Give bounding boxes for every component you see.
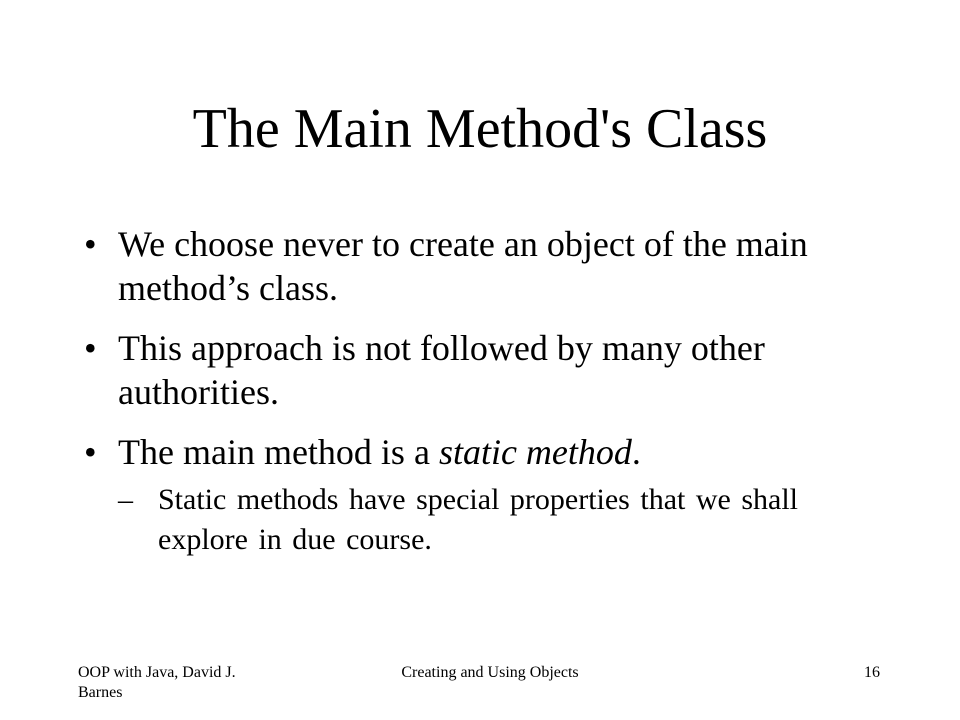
footer-author: OOP with Java, David J. Barnes (78, 664, 236, 701)
sub-bullet-list (118, 480, 874, 560)
bullet-text: This approach is not followed by many other authorities. (118, 328, 765, 412)
bullet-marker: • (84, 328, 97, 368)
bullet-text: We choose never to create an object of the main method’s class. (118, 224, 808, 308)
bullet-list (84, 222, 874, 576)
footer-title: Creating and Using Objects (401, 664, 579, 681)
bullet-emphasis: static method (438, 432, 632, 472)
bullet-item (84, 430, 874, 560)
bullet-item (84, 222, 874, 310)
sub-bullet-item (118, 480, 874, 560)
bullet-text: The main method is a (118, 432, 439, 472)
page-number: 16 (864, 664, 880, 681)
bullet-text-end: . (631, 432, 641, 472)
sub-bullet-marker: – (118, 483, 133, 516)
bullet-marker: • (84, 432, 97, 472)
slide-title: The Main Method's Class (192, 98, 768, 160)
bullet-marker: • (84, 224, 97, 264)
sub-bullet-text: Static methods have special properties that we shall explore in due course. (158, 483, 798, 556)
bullet-item (84, 326, 874, 414)
